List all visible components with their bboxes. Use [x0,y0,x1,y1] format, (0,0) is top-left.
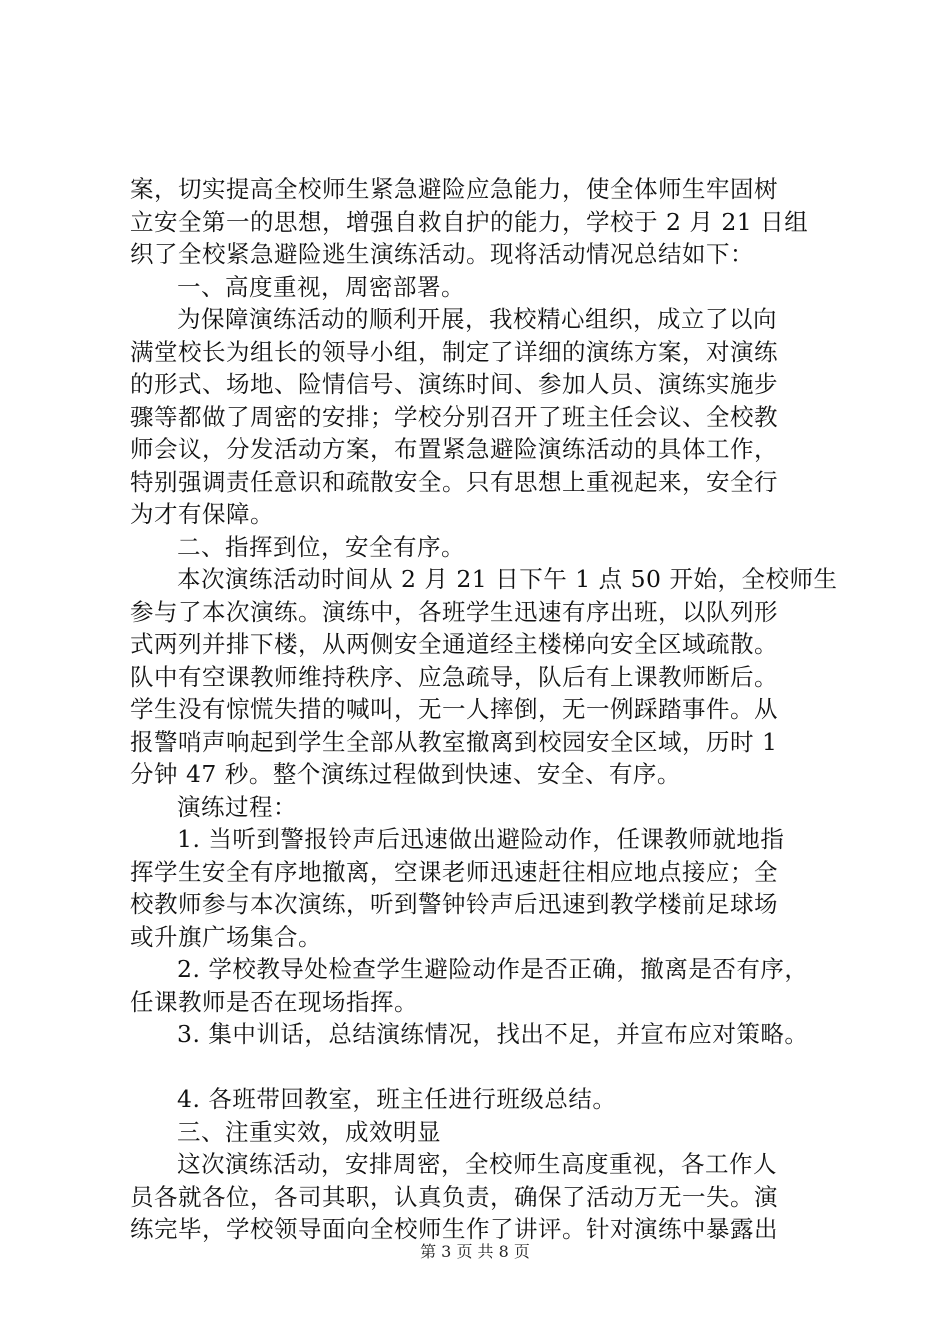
text-line: 校教师参与本次演练，听到警钟铃声后迅速到教学楼前足球场 [130,890,778,918]
text-line: 2. 学校教导处检查学生避险动作是否正确，撤离是否有序， [177,955,809,983]
text-line: 案，切实提高全校师生紧急避险应急能力，使全体师生牢固树 [130,175,778,203]
text-line: 报警哨声响起到学生全部从教室撤离到校园安全区域，历时 1 [130,727,778,756]
text-line: 本次演练活动时间从 2 月 21 日下午 1 点 50 开始，全校师生 [177,565,838,593]
text-line: 3. 集中训话，总结演练情况，找出不足，并宣布应对策略。 [177,1020,809,1048]
text-line: 式两列并排下楼，从两侧安全通道经主楼梯向安全区域疏散。 [130,630,778,658]
text-line: 三、注重实效，成效明显 [177,1117,441,1146]
text-line: 为才有保障。 [130,500,274,528]
text-line: 或升旗广场集合。 [130,922,322,951]
text-line: 二、指挥到位，安全有序。 [177,532,465,561]
text-line: 任课教师是否在现场指挥。 [130,987,418,1016]
text-line: 一、高度重视，周密部署。 [177,272,465,301]
text-line: 4. 各班带回教室，班主任进行班级总结。 [177,1085,617,1113]
text-line: 队中有空课教师维持秩序、应急疏导，队后有上课教师断后。 [130,662,778,691]
text-line: 参与了本次演练。演练中，各班学生迅速有序出班，以队列形 [130,597,778,626]
text-line: 骤等都做了周密的安排；学校分别召开了班主任会议、全校教 [130,402,778,431]
document-body [130,173,840,1246]
text-line: 立安全第一的思想，增强自救自护的能力，学校于 2 月 21 日组 [130,207,809,236]
text-line: 1. 当听到警报铃声后迅速做出避险动作，任课教师就地指 [177,825,785,853]
text-line: 为保障演练活动的顺利开展，我校精心组织，成立了以向 [177,305,777,333]
text-line: 挥学生安全有序地撤离，空课老师迅速赶往相应地点接应；全 [130,857,778,886]
text-line: 练完毕，学校领导面向全校师生作了讲评。针对演练中暴露出 [130,1215,778,1243]
text-line: 的形式、场地、险情信号、演练时间、参加人员、演练实施步 [130,370,778,398]
blank-line [130,1051,840,1084]
text-line: 师会议，分发活动方案，布置紧急避险演练活动的具体工作， [130,435,778,463]
text-line: 演练过程： [177,792,297,821]
text-line: 织了全校紧急避险逃生演练活动。现将活动情况总结如下： [130,240,754,268]
text-line: 学生没有惊慌失措的喊叫，无一人摔倒，无一例踩踏事件。从 [130,695,778,723]
text-line: 分钟 47 秒。整个演练过程做到快速、安全、有序。 [130,760,681,788]
text-line: 这次演练活动，安排周密，全校师生高度重视，各工作人 [177,1150,777,1178]
text-line: 满堂校长为组长的领导小组，制定了详细的演练方案，对演练 [130,337,778,366]
text-line: 员各就各位，各司其职，认真负责，确保了活动万无一失。演 [130,1182,778,1211]
page-footer: 第 3 页 共 8 页 [420,1242,530,1261]
text-line: 特别强调责任意识和疏散安全。只有思想上重视起来，安全行 [130,467,778,496]
